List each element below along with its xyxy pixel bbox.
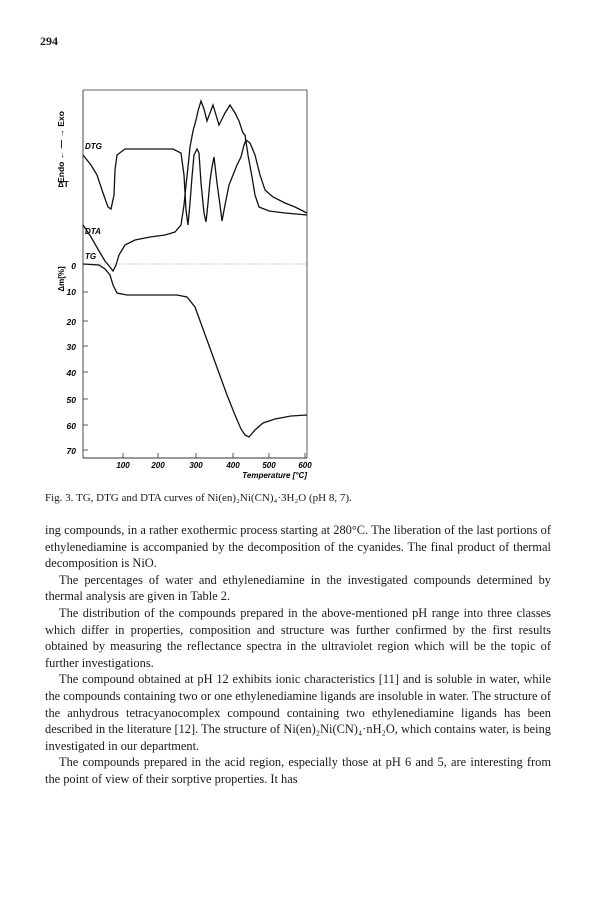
y-tick-label-50: 50	[66, 395, 76, 405]
x-tick-label-400: 400	[226, 461, 240, 470]
x-tick-label-200: 200	[151, 461, 165, 470]
dtg-curve-label: DTG	[85, 142, 102, 151]
page-number: 294	[40, 34, 58, 48]
body-text	[45, 522, 551, 788]
paragraph-3: The distribution of the compounds prepared in the above-mentioned pH range into three classes which differ in properties, composition and structure was further confirmed by the first results obtained by measuring the reflectance spectra in the ultraviolet region which will be the topic of further investigations.	[45, 605, 551, 670]
mass-axis-label: Δm[%]	[57, 266, 66, 292]
dta-curve	[83, 101, 307, 271]
y-tick-label-60: 60	[66, 421, 76, 431]
x-tick-label-300: 300	[189, 461, 203, 470]
x-tick-label-100: 100	[116, 461, 130, 470]
paragraph-5: The compounds prepared in the acid region, especially those at pH 6 and 5, are interesting from the point of view of their sorptive properties. It has	[45, 755, 551, 786]
tg-curve	[83, 264, 307, 437]
thermal-analysis-figure	[55, 85, 330, 480]
dtg-curve	[83, 140, 307, 225]
endo-exo-label: Endo ← — → Exo	[56, 111, 66, 183]
paragraph-2: The percentages of water and ethylenediamine in the investigated compounds determined by thermal analysis are given in Table 2.	[45, 572, 551, 604]
dta-curve-label: DTA	[85, 227, 101, 236]
paragraph-1: ing compounds, in a rather exothermic process starting at 280°C. The liberation of the last portions of ethylenediamine is accompanied by the decomposition of the cyanides. The final product of thermal decomposition is NiO.	[45, 523, 551, 571]
x-axis-label: Temperature [°C]	[242, 471, 307, 480]
y-tick-label-70: 70	[66, 446, 76, 456]
y-tick-label-30: 30	[66, 342, 76, 352]
y-tick-label-20: 20	[66, 317, 76, 327]
tg-curve-label: TG	[85, 252, 97, 261]
x-tick-label-500: 500	[262, 461, 276, 470]
x-tick-label-600: 600	[298, 461, 312, 470]
y-tick-label-0: 0	[71, 261, 76, 271]
figure-svg	[55, 85, 330, 480]
delta-t-label: ΔT	[58, 180, 69, 189]
figure-caption: Fig. 3. TG, DTG and DTA curves of Ni(en)₂Ni(CN)₄·3H₂O (pH 8, 7).	[45, 492, 352, 504]
paragraph-4: The compound obtained at pH 12 exhibits ionic characteristics [11] and is soluble in water, while the compounds containing two or one ethylenediamine ligands are insoluble in water. The structure of the anhydrous tetracyanocomplex compound containing two ethylenediamine ligands has been described in the literature [12]. The structure of Ni(en)₂Ni(CN)₄·nH₂O, which contains water, is being investigated in our department.	[45, 672, 551, 753]
y-tick-label-10: 10	[66, 287, 76, 297]
y-tick-label-40: 40	[66, 368, 76, 378]
